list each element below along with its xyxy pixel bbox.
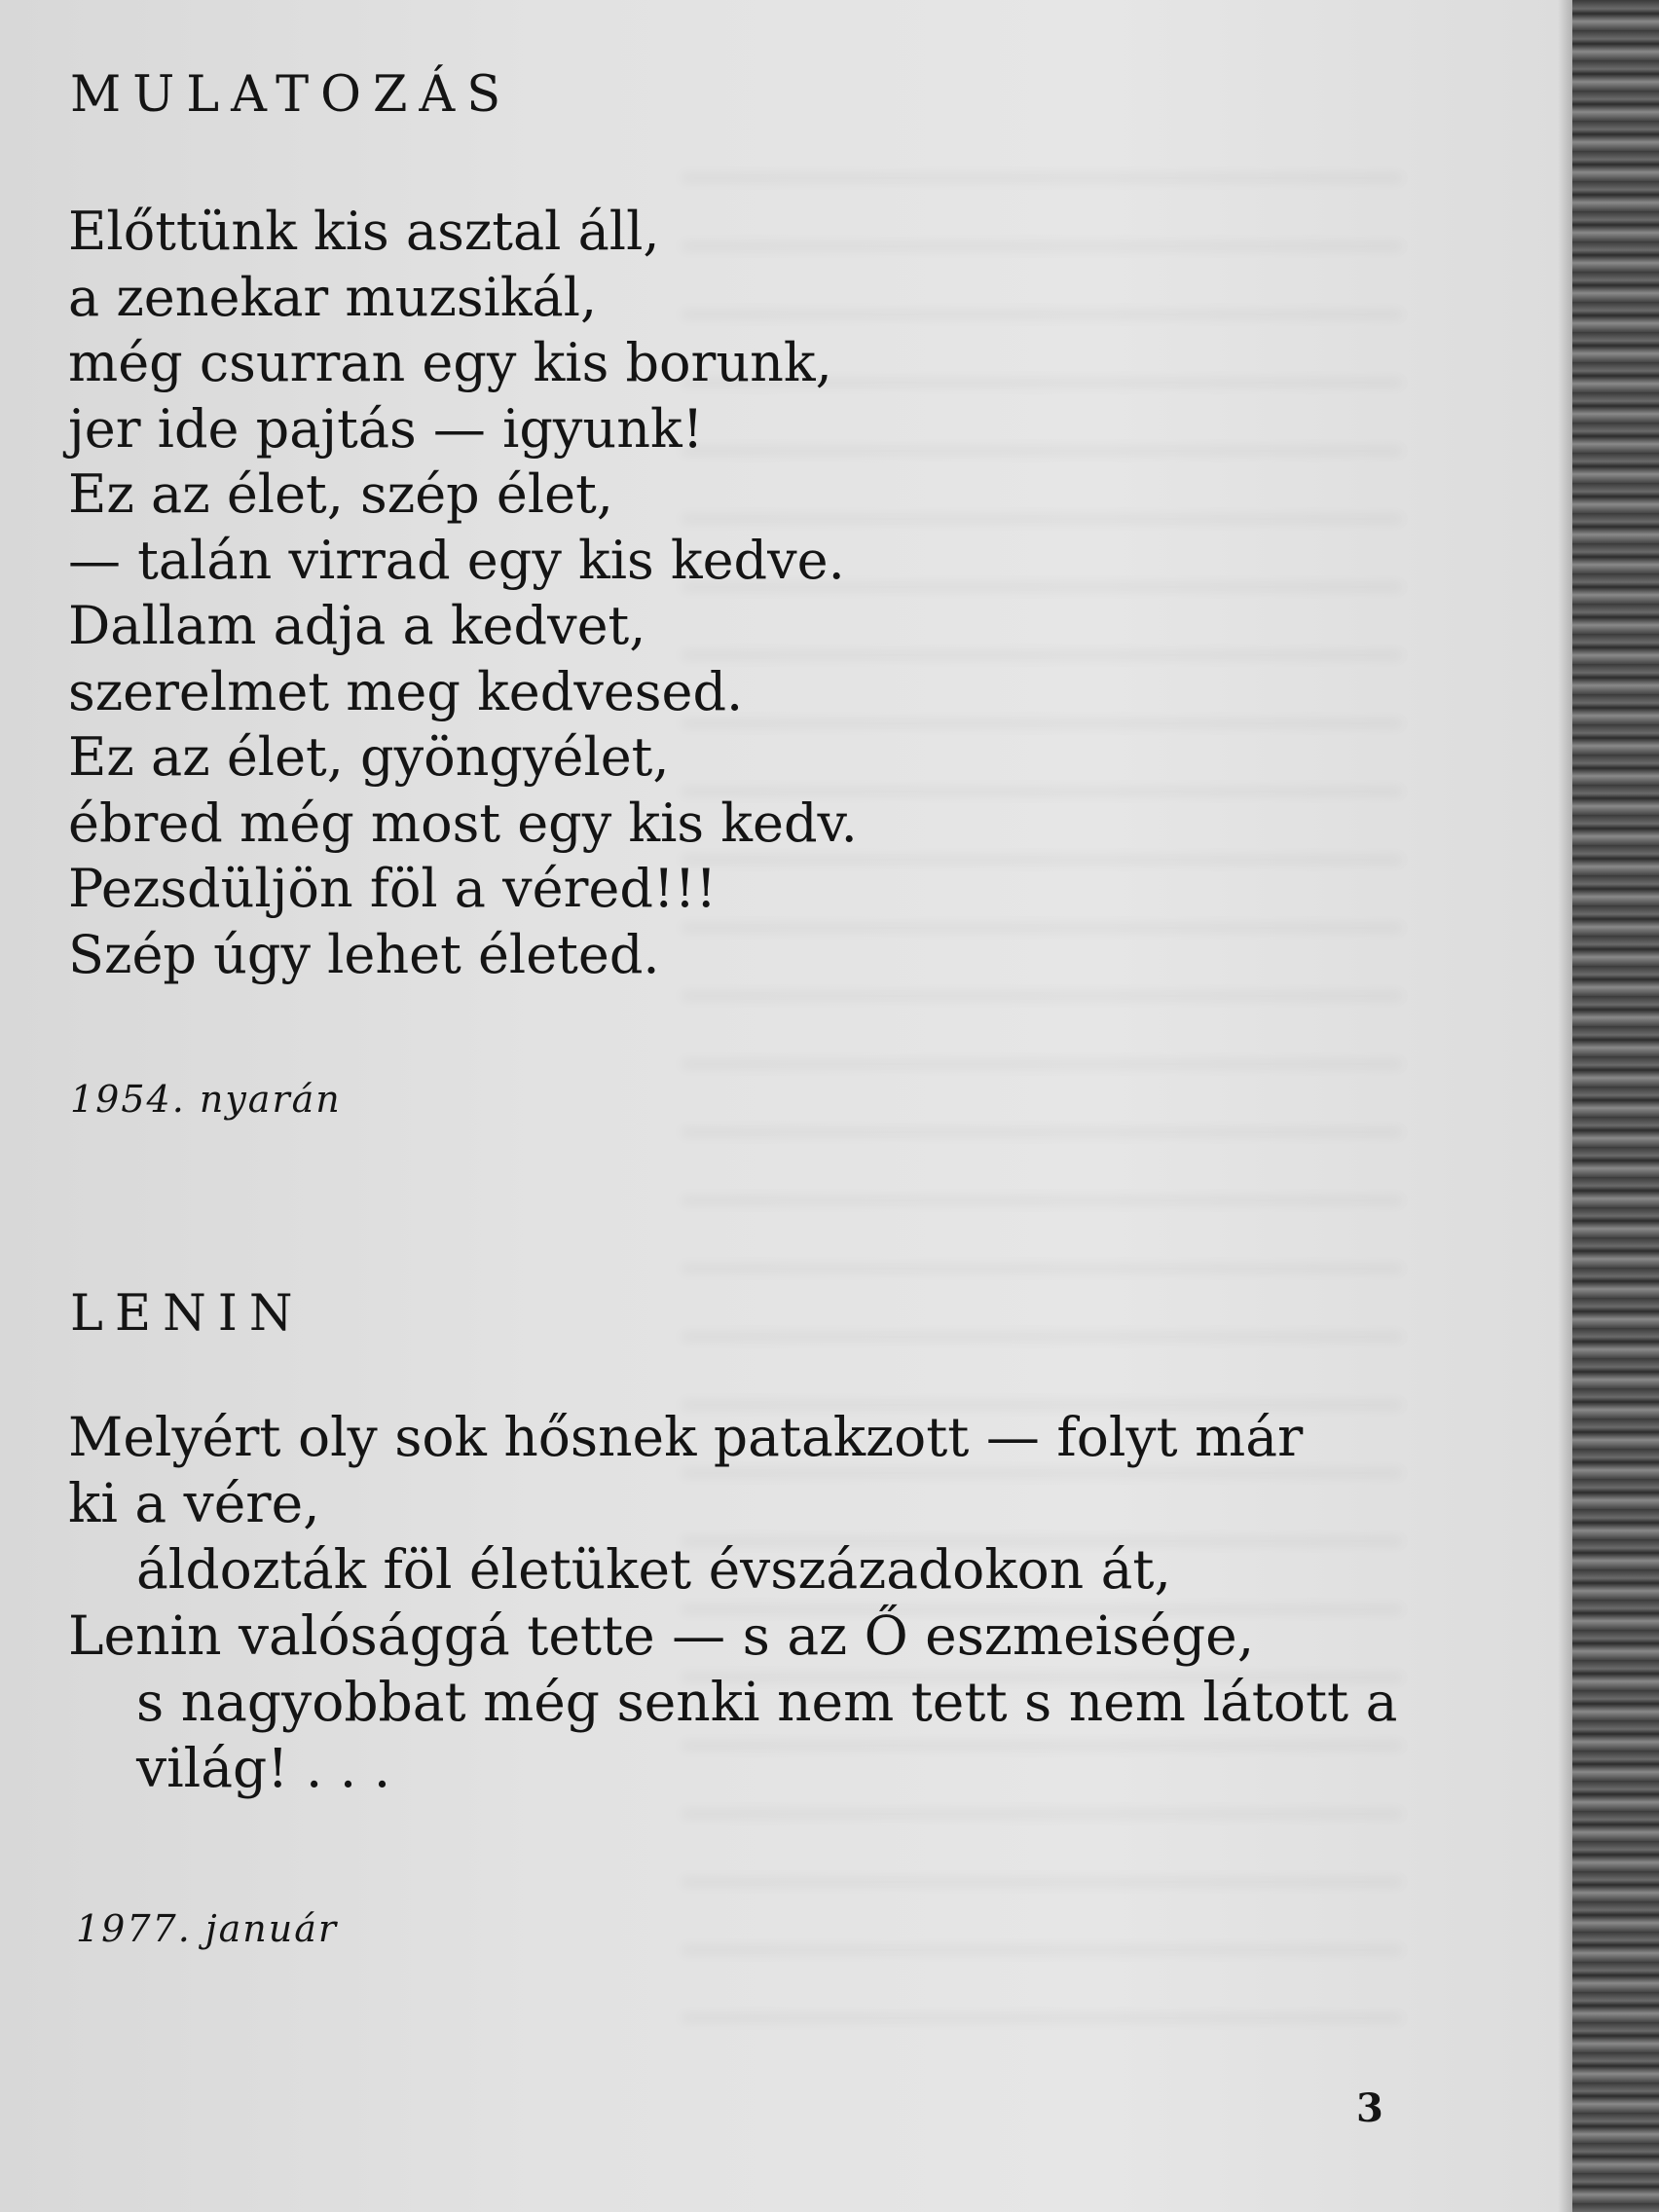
poem-line: s nagyobbat még senki nem tett s nem látott a: [136, 1671, 1398, 1733]
page-number: 3: [1356, 2085, 1383, 2131]
poem-line: világ! . . .: [136, 1737, 391, 1799]
poem-line: a zenekar muzsikál,: [68, 266, 598, 328]
poem-line: Szép úgy lehet életed.: [68, 923, 660, 985]
poem-line: Dallam adja a kedvet,: [68, 595, 646, 656]
book-page-edges: [1572, 0, 1659, 2212]
poem-body-mulatozas: [68, 199, 858, 987]
poem-line: Ez az élet, gyöngyélet,: [68, 726, 670, 788]
poem-line: szerelmet meg kedvesed.: [68, 660, 744, 722]
poem-line: még csurran egy kis borunk,: [68, 332, 832, 393]
poem-title-lenin: LENIN: [70, 1285, 305, 1343]
poem-line: jer ide pajtás — igyunk!: [68, 397, 704, 460]
poem-line: ébred még most egy kis kedv.: [68, 792, 858, 854]
poem-line: Pezsdüljön föl a véred!!!: [68, 858, 718, 919]
poem-date-lenin: 1977. január: [76, 1907, 339, 1950]
poem-line: áldozták föl életüket évszázadokon át,: [136, 1538, 1172, 1601]
poem-title-mulatozas: MULATOZÁS: [70, 66, 513, 124]
poem-line: ki a vére,: [68, 1472, 320, 1534]
poem-date-mulatozas: 1954. nyarán: [70, 1078, 342, 1121]
poem-line: Lenin valósággá tette — s az Ő eszmeisége,: [68, 1604, 1255, 1667]
poem-line: Ez az élet, szép élet,: [68, 463, 613, 525]
poem-line: Előttünk kis asztal áll,: [68, 201, 660, 262]
poem-line: — talán virrad egy kis kedve.: [68, 529, 845, 591]
poem-body-lenin: [68, 1404, 1397, 1801]
poem-line: Melyért oly sok hősnek patakzott — folyt már: [68, 1406, 1304, 1468]
